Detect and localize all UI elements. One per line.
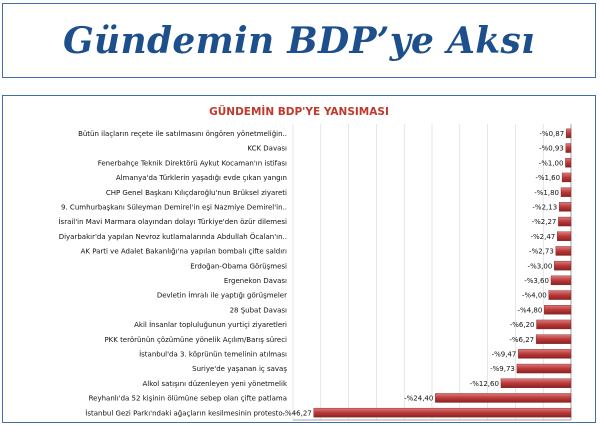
page-title: Gündemin BDP’ye Aksı xyxy=(62,19,536,62)
bar xyxy=(559,202,571,211)
category-label: İstanbul Gezi Parkı'ndaki ağaçların kesilmesinin protesto.. xyxy=(85,409,287,418)
category-label: Alkol satışını düzenleyen yeni yönetmelik xyxy=(142,379,287,388)
bar xyxy=(544,305,571,314)
value-label: -%0,93 xyxy=(539,144,564,153)
category-label: Akil İnsanlar topluluğunun yurtiçi ziyaretleri xyxy=(134,321,287,330)
chart-panel xyxy=(2,95,596,423)
value-label: -%3,00 xyxy=(527,262,553,271)
category-label: PKK terörünün çözümüne yönelik Açılım/Barış süreci xyxy=(104,335,287,344)
category-label: KCK Davası xyxy=(247,144,287,153)
value-label: -%2,73 xyxy=(529,247,554,256)
category-label: Almanya'da Türklerin yaşadığı evde çıkan yangın xyxy=(115,174,287,183)
bar xyxy=(557,232,571,241)
bar xyxy=(561,188,571,197)
value-label: -%9,47 xyxy=(491,350,517,359)
value-label: -%4,00 xyxy=(521,291,547,300)
bar xyxy=(565,158,571,167)
value-label: -%1,80 xyxy=(534,188,559,197)
category-label: AK Parti ve Adalet Bakanlığı'na yapılan bombalı çifte saldırı xyxy=(80,247,287,256)
category-label: İsrail'in Mavi Marmara olayından dolayı Türkiye'den özür dilemesi xyxy=(58,218,287,227)
category-label: Erdoğan-Obama Görüşmesi xyxy=(190,262,287,271)
bar xyxy=(554,261,571,270)
title-banner xyxy=(2,3,596,78)
value-label: -%6,27 xyxy=(509,335,535,344)
value-label: -%1,00 xyxy=(538,159,564,168)
category-label: Reyhanlı'da 52 kişinin ölümüne sebep olan çifte patlama xyxy=(88,394,287,403)
value-label: -%6,20 xyxy=(509,321,535,330)
category-label: 28 Şubat Davası xyxy=(229,306,287,315)
value-label: -%9,73 xyxy=(490,365,515,374)
bar-chart xyxy=(3,96,595,422)
value-label: -%4,80 xyxy=(517,306,543,315)
bar xyxy=(314,408,571,417)
bar xyxy=(556,246,571,255)
chart-title: GÜNDEMİN BDP'YE YANSIMASI xyxy=(209,106,389,118)
bar xyxy=(537,320,571,329)
bar xyxy=(518,349,571,358)
category-label: Ergenekon Davası xyxy=(223,276,287,285)
value-label: -%3,60 xyxy=(524,276,549,285)
bar xyxy=(562,173,571,182)
category-label: İstanbul'da 3. köprünün temelinin atılması xyxy=(139,350,287,359)
value-label: -%24,40 xyxy=(404,394,434,403)
bar xyxy=(566,144,571,153)
category-label: Fenerbahçe Teknik Direktörü Aykut Kocaman'ın istifası xyxy=(97,159,287,168)
bar xyxy=(517,364,571,373)
value-label: -%12,60 xyxy=(469,379,499,388)
category-label: 9. Cumhurbaşkanı Süleyman Demirel'in eşi Nazmiye Demirel'in.. xyxy=(61,203,287,212)
value-label: -%2,27 xyxy=(531,218,557,227)
bar xyxy=(501,379,571,388)
value-label: -%1,60 xyxy=(535,174,561,183)
category-label: Diyarbakır'da yapılan Nevroz kutlamalarında Abdullah Öcalan'ın.. xyxy=(58,232,287,241)
bar xyxy=(536,335,571,344)
bar xyxy=(549,291,571,300)
value-label: -%2,13 xyxy=(532,203,558,212)
bar xyxy=(551,276,571,285)
bar xyxy=(558,217,571,226)
category-label: CHP Genel Başkanı Kılıçdaroğlu'nun Brüksel ziyareti xyxy=(105,188,287,197)
bar xyxy=(566,129,571,138)
category-label: Devletin İmralı ile yaptığı görüşmeler xyxy=(156,291,287,300)
value-label: -%0,87 xyxy=(539,129,565,138)
value-label: -%46,27 xyxy=(282,409,312,418)
value-label: -%2,47 xyxy=(530,232,556,241)
bar xyxy=(435,393,571,402)
category-label: Bütün ilaçların reçete ile satılmasını öngören yönetmeliğin.. xyxy=(78,129,287,138)
category-label: Suriye'de yaşanan iç savaş xyxy=(192,365,287,374)
